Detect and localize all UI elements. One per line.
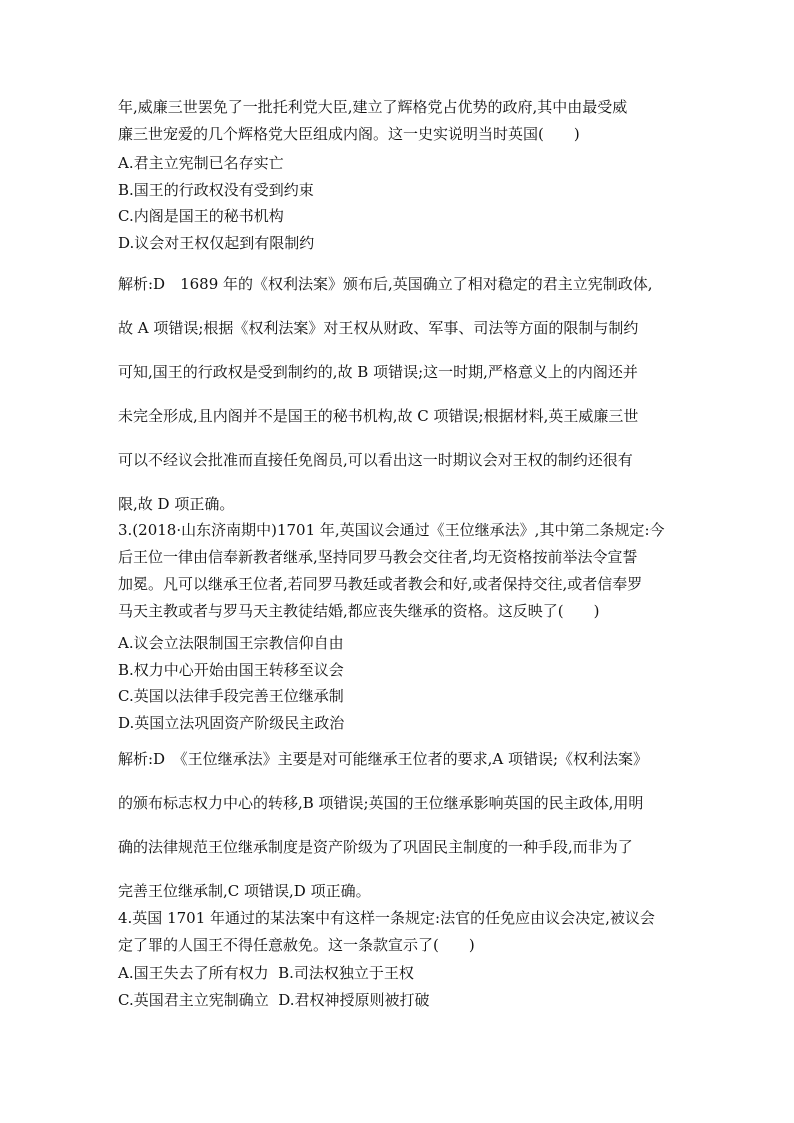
question-2-stem-line: 年,威廉三世罢免了一批托利党大臣,建立了辉格党占优势的政府,其中由最受威 bbox=[118, 98, 628, 116]
question-4-stem bbox=[118, 905, 678, 959]
question-4-options-row-1: A.国王失去了所有权力 B.司法权独立于王权 bbox=[118, 964, 414, 982]
question-4-options bbox=[118, 960, 678, 1013]
question-3-stem-line: 马天主教或者与罗马天主教徒结婚,都应丧失继承的资格。这反映了( ) bbox=[118, 602, 600, 620]
question-3-stem-line: 后王位一律由信奉新教者继承,坚持同罗马教会交往者,均无资格按前举法令宣誓 bbox=[118, 548, 638, 566]
question-3-option-a: A.议会立法限制国王宗教信仰自由 bbox=[118, 634, 344, 652]
question-4-stem-line: 定了罪的人国王不得任意赦免。这一条款宣示了( ) bbox=[118, 936, 475, 954]
question-2-options bbox=[118, 150, 678, 256]
question-2-stem bbox=[118, 94, 678, 148]
question-3-analysis bbox=[118, 737, 678, 913]
analysis-line: 解析:D 1689 年的《权利法案》颁布后,英国确立了相对稳定的君主立宪制政体, bbox=[118, 275, 653, 293]
analysis-line: 未完全形成,且内阁并不是国王的秘书机构,故 C 项错误;根据材料,英王威廉三世 bbox=[118, 407, 639, 425]
question-3-option-c: C.英国以法律手段完善王位继承制 bbox=[118, 687, 344, 705]
question-3-stem bbox=[118, 517, 678, 625]
question-2-option-c: C.内阁是国王的秘书机构 bbox=[118, 207, 284, 225]
analysis-line: 确的法律规范王位继承制度是资产阶级为了巩固民主制度的一种手段,而非为了 bbox=[118, 838, 633, 856]
question-3-stem-line: 3.(2018·山东济南期中)1701 年,英国议会通过《王位继承法》,其中第二条规定:今 bbox=[118, 521, 665, 539]
analysis-line: 限,故 D 项正确。 bbox=[118, 495, 235, 513]
question-2-option-b: B.国王的行政权没有受到约束 bbox=[118, 180, 314, 199]
analysis-line: 故 A 项错误;根据《权利法案》对王权从财政、军事、司法等方面的限制与制约 bbox=[118, 319, 639, 337]
question-4-stem-line: 4.英国 1701 年通过的某法案中有这样一条规定:法官的任免应由议会决定,被议会 bbox=[118, 909, 655, 927]
question-2-analysis bbox=[118, 262, 678, 526]
question-3-stem-line: 加冕。凡可以继承王位者,若同罗马教廷或者教会和好,或者保持交往,或者信奉罗 bbox=[118, 575, 643, 593]
question-3-option-d: D.英国立法巩固资产阶级民主政治 bbox=[118, 713, 345, 732]
question-2-stem-line: 廉三世宠爱的几个辉格党大臣组成内阁。这一史实说明当时英国( ) bbox=[118, 125, 580, 143]
analysis-line: 可以不经议会批准而直接任免阁员,可以看出这一时期议会对王权的制约还很有 bbox=[118, 451, 633, 469]
question-3-option-b: B.权力中心开始由国王转移至议会 bbox=[118, 660, 344, 679]
question-3-options bbox=[118, 630, 678, 736]
question-2-option-d: D.议会对王权仅起到有限制约 bbox=[118, 233, 315, 252]
question-4-options-row-2: C.英国君主立宪制确立 D.君权神授原则被打破 bbox=[118, 990, 430, 1009]
analysis-line: 可知,国王的行政权是受到制约的,故 B 项错误;这一时期,严格意义上的内阁还并 bbox=[118, 363, 638, 381]
analysis-line: 的颁布标志权力中心的转移,B 项错误;英国的王位继承影响英国的民主政体,用明 bbox=[118, 794, 644, 812]
question-2-option-a: A.君主立宪制已名存实亡 bbox=[118, 154, 284, 172]
analysis-line: 解析:D 《王位继承法》主要是对可能继承王位者的要求,A 项错误;《权利法案》 bbox=[118, 750, 649, 768]
analysis-line: 完善王位继承制,C 项错误,D 项正确。 bbox=[118, 882, 371, 900]
